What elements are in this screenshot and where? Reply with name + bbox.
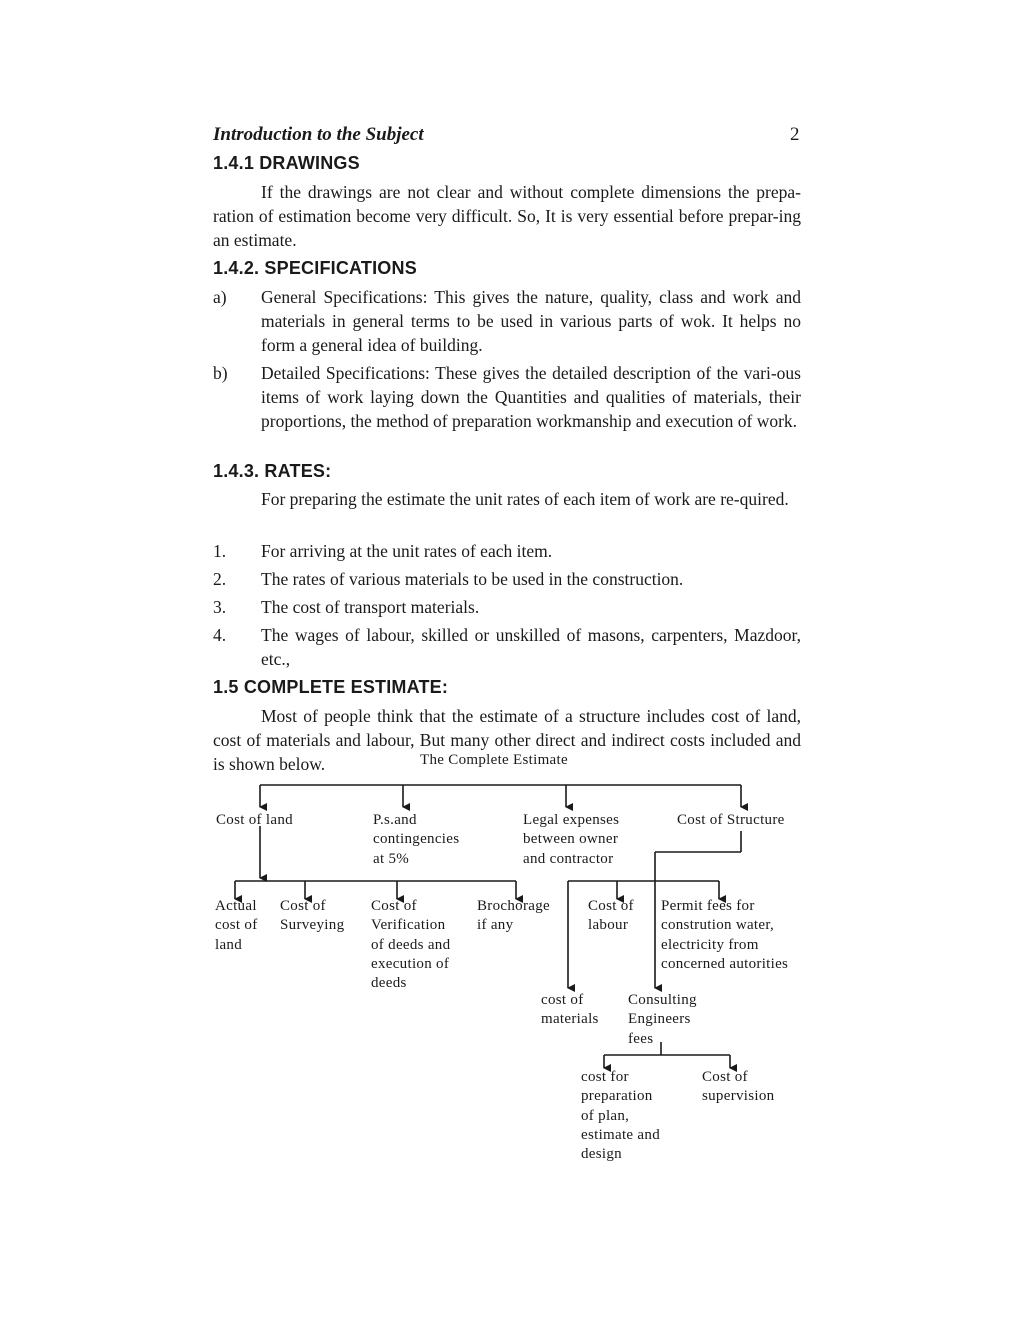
list-item-specification-b (213, 361, 801, 433)
tree-node-cost-of-surveying: Cost of Surveying (280, 898, 345, 934)
list-item-rate-3 (213, 595, 801, 619)
tree-node-permit-fees: Permit fees for constrution water, electricity from concerned autorities (661, 898, 789, 972)
list-item-text: The rates of various materials to be used in the construction. (261, 569, 684, 589)
list-item-text: General Specifications: This gives the nature, quality, class and work and materials in general terms to be used in various parts of wok. It helps no form a general idea of building. (261, 287, 801, 355)
tree-node-brochorage: Brochorage if any (477, 898, 550, 934)
running-header-title: Introduction to the Subject (213, 124, 424, 145)
tree-node-cost-of-verification: Cost of Verification of deeds and execution of deeds (371, 898, 451, 992)
section-heading-specifications: 1.4.2. SPECIFICATIONS (213, 258, 417, 278)
list-marker: 4. (213, 625, 227, 645)
list-item-specification-a (213, 285, 801, 357)
section-heading-complete-estimate: 1.5 COMPLETE ESTIMATE: (213, 677, 449, 697)
list-item-rate-4 (213, 623, 801, 671)
tree-title: The Complete Estimate (420, 752, 568, 768)
tree-node-cost-of-materials: cost of materials (541, 992, 599, 1028)
list-marker: 1. (213, 541, 227, 561)
tree-node-cost-of-land: Cost of land (216, 812, 293, 828)
section-heading-drawings: 1.4.1 DRAWINGS (213, 153, 360, 173)
section-heading-rates: 1.4.3. RATES: (213, 461, 332, 481)
page-number: 2 (790, 124, 800, 145)
tree-node-cost-of-supervision: Cost of supervision (702, 1069, 775, 1105)
tree-node-cost-of-structure: Cost of Structure (677, 812, 785, 828)
list-item-text: The cost of transport materials. (261, 597, 480, 617)
tree-node-legal-expenses: Legal expenses between owner and contractor (523, 812, 620, 867)
list-marker: 2. (213, 569, 227, 589)
list-marker: a) (213, 287, 227, 307)
tree-node-cost-for-preparation: cost for preparation of plan, estimate and design (581, 1069, 660, 1163)
tree-node-ps-contingencies: P.s.and contingencies at 5% (373, 812, 460, 867)
tree-node-actual-cost-of-land: Actual cost of land (215, 898, 258, 953)
list-item-rate-1 (213, 539, 801, 563)
list-item-text: The wages of labour, skilled or unskilled of masons, carpenters, Mazdoor, etc., (261, 625, 801, 669)
tree-node-consulting-engineers-fees: Consulting Engineers fees (628, 992, 697, 1047)
paragraph-rates: For preparing the estimate the unit rates of each item of work are re-quired. (261, 489, 789, 509)
paragraph-complete-estimate: Most of people think that the estimate of a structure includes cost of land, cost of materials and labour, But many other direct and indirect costs included and is shown below. (213, 706, 801, 774)
list-marker: b) (213, 363, 228, 383)
list-item-text: For arriving at the unit rates of each item. (261, 541, 553, 561)
list-item-text: Detailed Specifications: These gives the detailed description of the vari-ous items of work laying down the Quantities and qualities of materials, their proportions, the method of preparation workmanship and execution of work. (261, 363, 801, 431)
list-item-rate-2 (213, 567, 801, 591)
tree-node-cost-of-labour: Cost of labour (588, 898, 634, 934)
list-marker: 3. (213, 597, 227, 617)
paragraph-drawings: If the drawings are not clear and without complete dimensions the prepa-ration of estimation become very difficult. So, It is very essential before prepar-ing an estimate. (213, 182, 801, 250)
